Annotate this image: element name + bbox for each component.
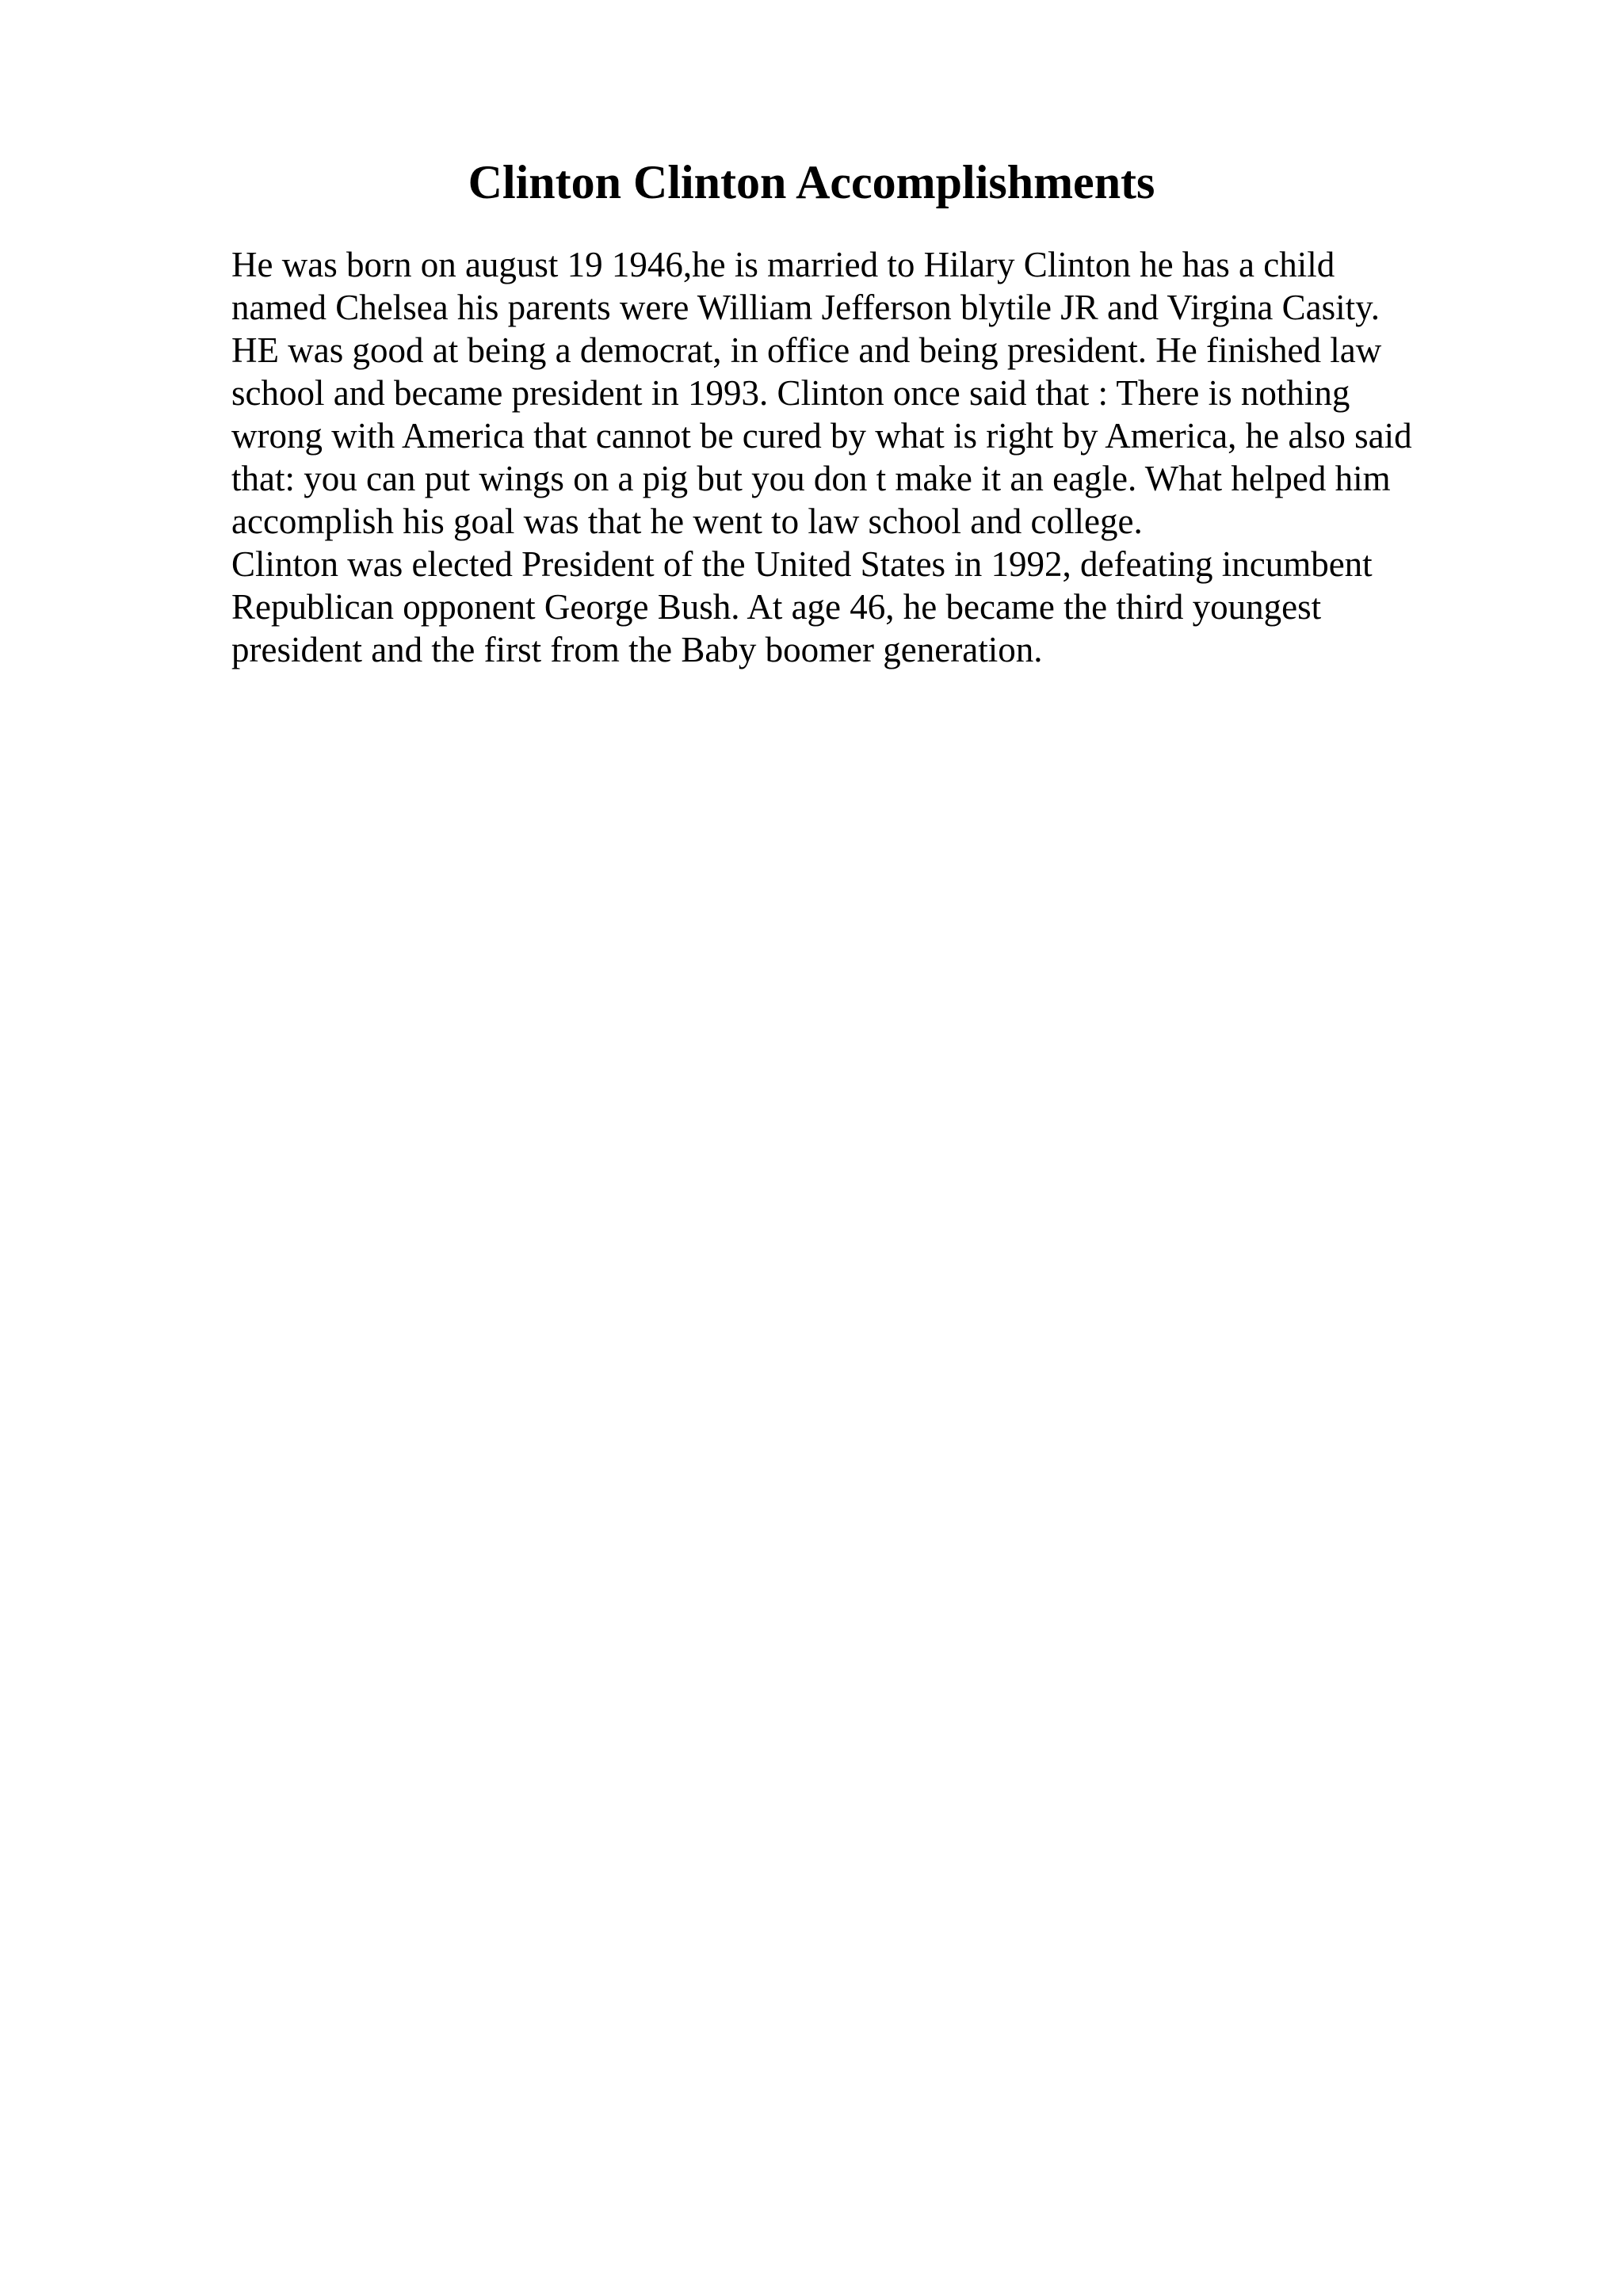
text-line: president and the first from the Baby boomer generation. [231,630,1043,669]
text-line: school and became president in 1993. Clinton once said that : There is nothing [231,373,1350,413]
text-line: accomplish his goal was that he went to law school and college. [231,502,1143,541]
text-line: that: you can put wings on a pig but you don t make it an eagle. What helped him [231,459,1391,498]
text-line: He was born on august 19 1946,he is married to Hilary Clinton he has a child [231,245,1335,284]
text-line: Republican opponent George Bush. At age 46, he became the third youngest [231,587,1322,627]
page-title: Clinton Clinton Accomplishments [468,156,1155,208]
text-line: HE was good at being a democrat, in office and being president. He finished law [231,330,1382,370]
text-line: Clinton was elected President of the United States in 1992, defeating incumbent [231,544,1373,584]
text-line: named Chelsea his parents were William Jefferson blytile JR and Virgina Casity. [231,288,1380,327]
text-line: wrong with America that cannot be cured by what is right by America, he also said [231,416,1412,456]
body-text [231,243,1499,671]
